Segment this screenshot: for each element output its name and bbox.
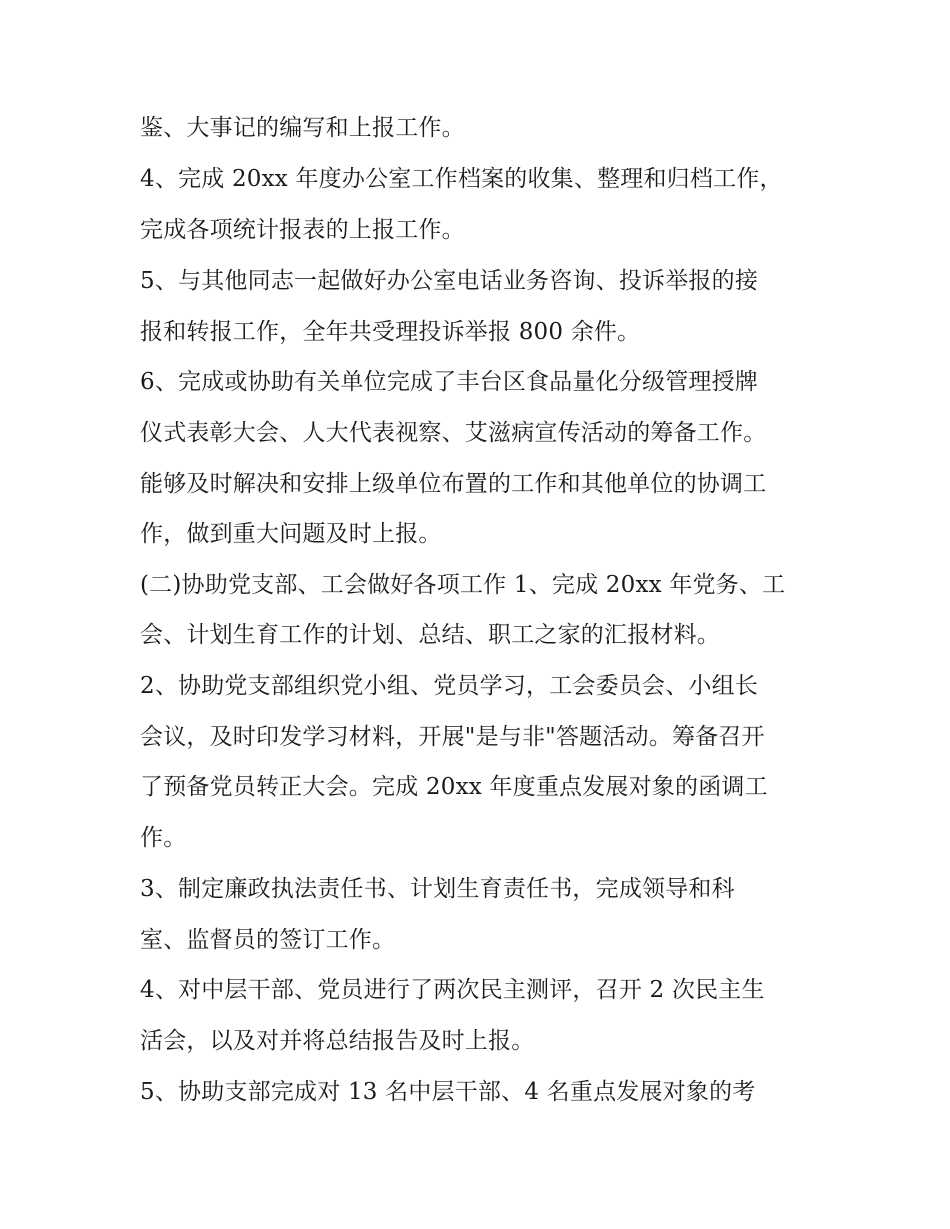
text-line: 3、制定廉政执法责任书、计划生育责任书，完成领导和科: [140, 876, 735, 902]
text-line: 活会，以及对并将总结报告及时上报。: [140, 1028, 535, 1054]
text-line: (二)协助党支部、工会做好各项工作 1、完成 20xx 年党务、工: [140, 572, 786, 598]
text-line: 作。: [140, 825, 187, 851]
text-line: 完成各项统计报表的上报工作。: [140, 217, 465, 243]
text-line: 2、协助党支部组织党小组、党员学习，工会委员会、小组长: [140, 673, 759, 699]
text-line: 会议，及时印发学习材料，开展"是与非"答题活动。筹备召开: [140, 724, 765, 750]
text-line: 4、完成 20xx 年度办公室工作档案的收集、整理和归档工作，: [140, 166, 783, 192]
text-line: 4、对中层干部、党员进行了两次民主测评，召开 2 次民主生: [140, 977, 765, 1003]
text-line: 5、协助支部完成对 13 名中层干部、4 名重点发展对象的考: [140, 1079, 756, 1105]
text-line: 作，做到重大问题及时上报。: [140, 521, 442, 547]
text-line: 了预备党员转正大会。完成 20xx 年度重点发展对象的函调工: [140, 774, 768, 800]
text-line: 6、完成或协助有关单位完成了丰台区食品量化分级管理授牌: [140, 369, 759, 395]
text-line: 5、与其他同志一起做好办公室电话业务咨询、投诉举报的接: [140, 268, 759, 294]
text-line: 能够及时解决和安排上级单位布置的工作和其他单位的协调工: [140, 471, 767, 497]
text-line: 会、计划生育工作的计划、总结、职工之家的汇报材料。: [140, 622, 720, 648]
text-line: 仪式表彰大会、人大代表视察、艾滋病宣传活动的筹备工作。: [140, 420, 767, 446]
text-line: 鉴、大事记的编写和上报工作。: [140, 115, 465, 141]
text-line: 报和转报工作，全年共受理投诉举报 800 余件。: [140, 319, 641, 345]
text-line: 室、监督员的签订工作。: [140, 927, 396, 953]
